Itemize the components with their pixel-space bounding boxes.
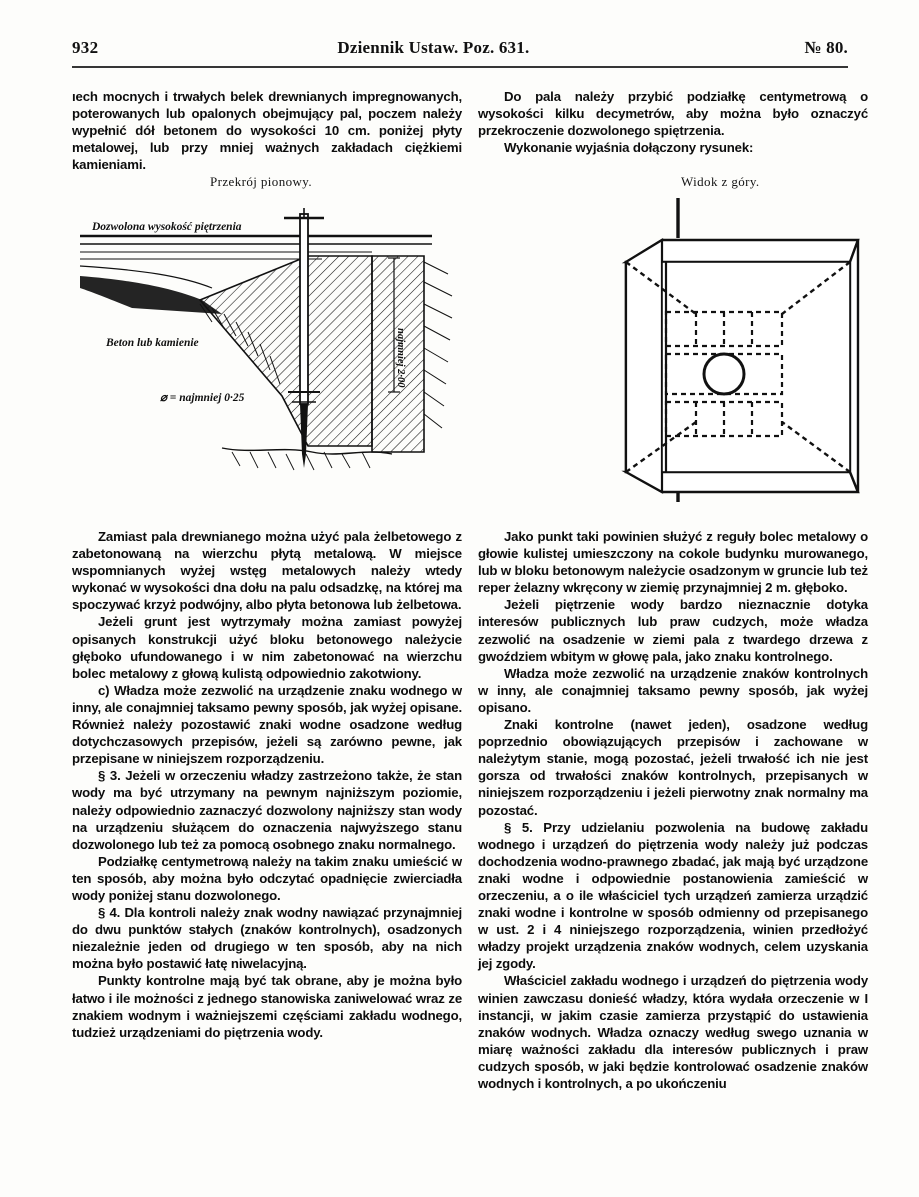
paragraph: Podziałkę centymetrową należy na takim znaku umieścić w ten sposób, aby można było odczytać opadnięcie zwierciadła wody poniżej stanu dozwolonego.	[72, 853, 462, 903]
paragraph: c) Władza może zezwolić na urządzenie znaku wodnego w inny, ale conajmniej taksamo pewny sposób, jak wyżej opisane. Również należy pozostawić znaki wodne osadzone według dotychczasowych przepisów, jeżeli są zarówno pewne, jak przepisane w niniejszem rozporządzeniu.	[72, 682, 462, 767]
paragraph: Władza może zezwolić na urządzenie znaków kontrolnych w inny, ale conajmniej taksamo pewny sposób, jak wyżej opisano.	[478, 665, 868, 715]
paragraph: Właściciel zakładu wodnego i urządzeń do piętrzenia wody winien zawczasu donieść władzy, która wydała orzeczenie w I instancji, w jakim czasie zamierza przystąpić do ustawienia znaków wodnych. Władza oznaczy według swego uznania w miarę ważności zakładu dla interesów publicznych i praw cudzych sposób, w jaki będzie kontrolować osadzenie znaków wodnych i kontrolnych, a po ukończeniu	[478, 973, 868, 1091]
figure-caption-left: Przekrój pionowy.	[210, 174, 312, 189]
inner-opening	[662, 262, 850, 472]
paragraph: Zamiast pala drewnianego można użyć pala żelbetowego z zabetonowaną na wierzchu płytą metalową. W miejsce wspomnianych wyżej wstęg metalowych należy wtedy wykonać w wysokości dna dołu na palu odsadzkę, na której ma spoczywać krzyż podwójny, albo płyta betonowa lub żelbetowa.	[72, 529, 462, 613]
section-5-paragraph: § 5. Przy udzielaniu pozwolenia na budowę zakładu wodnego i urządzeń do piętrzenia wody należy już podczas dochodzenia wodno-prawnego zbadać, jak mają być urządzone znaki wodne i odpowiednie postanowienia zamieścić w orzeczeniu, a o ile właściciel tych urządzeń zamierza urządzić znaki wodne i kontrolne w sposób odmienny od przepisanego w ust. 2 i 4 niniejszego rozporządzenia, winien przedłożyć władzy projekt urządzenia znaków wodnych, celem uzyskania jej zgody.	[478, 819, 868, 972]
frame-right-bevel	[850, 240, 858, 492]
paragraph: Znaki kontrolne (nawet jeden), osadzone według poprzednio obowiązujących przepisów i zachowane w należytym stanie, mogą pozostać, jeżeli trwałość ich nie jest gorsza od trwałości znaków kontrolnych, przepisanych w niniejszem rozporządzeniu i jeżeli pierwotny znak normalny ma pozostać.	[478, 717, 868, 818]
issue-number: № 80.	[804, 38, 848, 57]
pile-tip	[300, 404, 308, 454]
paragraph: Jako punkt taki powinien służyć z reguły bolec metalowy o głowie kulistej umieszczony na cokole budynku murowanego, lub w bloku betonowym należycie osadzonym w gruncie lub też reper żelazny wkręcony w ziemię przynajmniej 2 m. głęboko.	[478, 529, 868, 596]
label-depth: najmniej 2·00	[395, 328, 406, 388]
column-right-top	[478, 88, 868, 156]
bank-left	[80, 276, 222, 314]
figure-top-view	[600, 196, 890, 506]
paragraph: ıech mocnych i trwałych belek drewnianych impregnowanych, poterowanych lub opalonych obejmujący pal, poczem należy wypełnić dół betonem do wysokości 10 cm. poniżej płyty metalowej, lub przy mniej ważnych zakładach ciężkiemi kamieniami.	[72, 89, 462, 173]
section-4-paragraph: § 4. Dla kontroli należy znak wodny nawiązać przynajmniej do dwu punktów stałych (znaków kontrolnych), osadzonych niezależnie jeden od drugiego w ten sposób, aby na nich można było postawić łatę niwelacyjną.	[72, 905, 462, 972]
label-material: Beton lub kamienie	[106, 337, 199, 349]
figure-caption-right: Widok z góry.	[681, 174, 760, 189]
column-left-top	[72, 88, 462, 173]
paragraph: Jeżeli piętrzenie wody bardzo nieznacznie dotyka interesów publicznych lub praw cudzych, może władza zezwolić na osadzenie w ziemi pala z twardego drzewa z gwoździem wbitym w głowę pala, jako znaku kontrolnego.	[478, 597, 868, 664]
concrete-fill	[200, 256, 372, 446]
column-right-body	[478, 528, 868, 1092]
section-3-paragraph: § 3. Jeżeli w orzeczeniu władzy zastrzeżono także, że stan wody ma być utrzymany na pewnym najniższym poziomie, należy odpowiednio zaznaczyć dozwolony najniższy stan wody na urządzeniu służącem do oznaczenia najwyższego stanu dozwolonego lub też za pomocą osobnego znaku normalnego.	[72, 768, 462, 852]
column-left-body	[72, 528, 462, 1041]
figure-vertical-section	[72, 196, 464, 506]
ground-hatching-bottom	[232, 452, 370, 470]
paragraph: Jeżeli grunt jest wytrzymały można zamiast powyżej opisanych konstrukcji użyć bloku betonowego należycie głęboko ufundowanego i w nim zabetonować na wierzchu bolec metalowy z głową kulistą odpowiednio zakotwiony.	[72, 614, 462, 681]
frame-left-bevel	[626, 240, 662, 492]
journal-title: Dziennik Ustaw. Poz. 631.	[337, 38, 530, 57]
page-number: 932	[72, 38, 99, 57]
ground-line	[222, 448, 392, 454]
paragraph: Do pala należy przybić podziałkę centymetrową o wysokości kilku decymetrów, aby można było oznaczyć przekroczenie dozwolonego spiętrzenia.	[478, 89, 868, 139]
header-rule	[72, 66, 848, 68]
paragraph: Wykonanie wyjaśnia dołączony rysunek:	[504, 140, 754, 156]
paragraph: Punkty kontrolne mają być tak obrane, aby je można było łatwo i ile możności z jednego stanowiska zaniwelować wraz ze znakiem wodnym i ważniejszemi częściami zakładu wodnego, tudzież urządzeniami do piętrzenia wody.	[72, 973, 462, 1040]
label-diameter: ⌀ = najmniej 0·25	[160, 392, 245, 404]
label-damming-height: Dozwolona wysokość piętrzenia	[92, 221, 242, 233]
running-head	[72, 38, 848, 64]
ball-head	[704, 354, 744, 394]
pile-post	[300, 214, 308, 404]
